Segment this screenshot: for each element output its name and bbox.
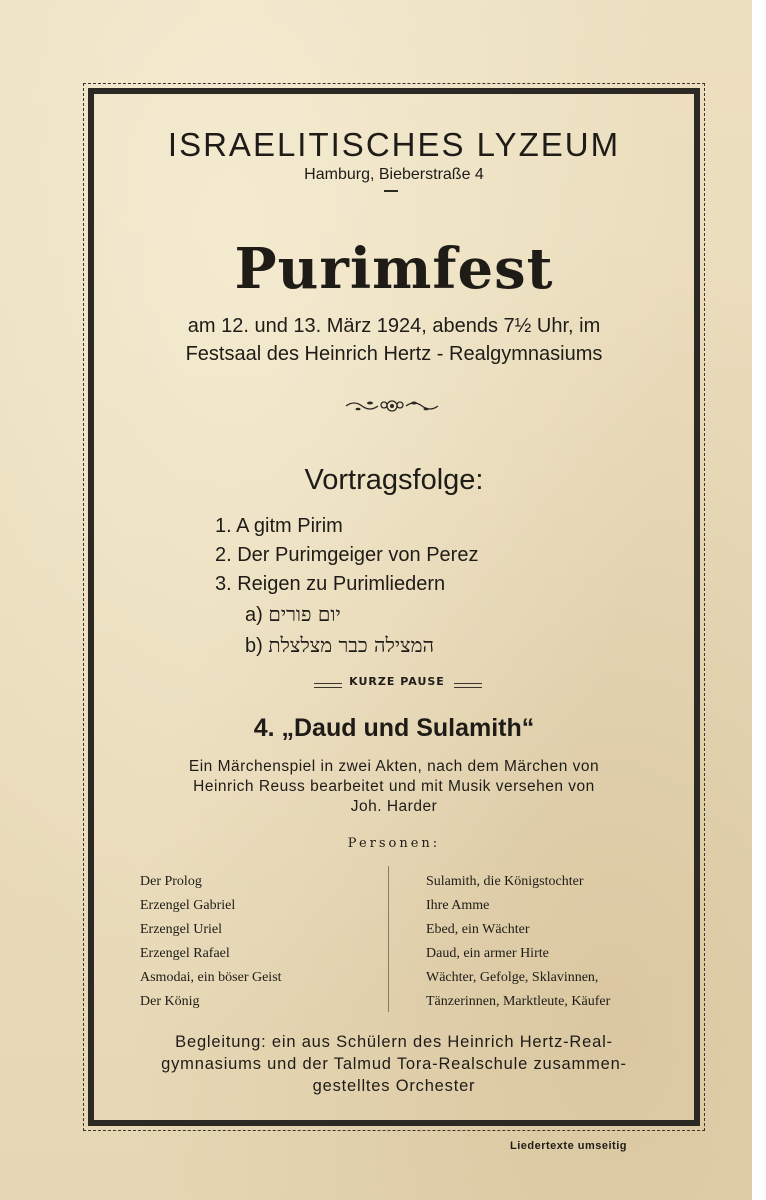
cast-role: Asmodai, ein böser Geist [140,970,282,985]
school-name: ISRAELITISCHES LYZEUM [167,126,621,163]
program-subitem-a [245,599,434,630]
event-dateline [88,312,700,368]
description-line-3: Joh. Harder [350,798,438,815]
cast-role: Der Prolog [140,874,202,889]
dateline-line-2: Festsaal des Heinrich Hertz - Realgymnasiums [185,343,603,365]
cast-role: Erzengel Uriel [140,922,223,937]
event-title: Purimfest [234,236,554,302]
description-line-1: Ein Märchenspiel in zwei Akten, nach dem Märchen von [188,758,600,775]
program-item-1: 1. A gitm Pirim [215,515,343,537]
cast-list-left [140,870,282,1014]
program-item-3: 3. Reigen zu Purimliedern [215,573,446,595]
accompaniment-line-3: gestelltes Orchester [312,1077,476,1095]
program-list [215,512,478,599]
cast-role: Erzengel Gabriel [140,898,236,913]
accompaniment-line-1: Begleitung: ein aus Schülern des Heinrich Hertz-Real- [175,1033,613,1051]
intermission-label: KURZE PAUSE [349,675,445,688]
program-item-4: 4. „Daud und Sulamith“ [253,714,535,742]
subitem-a-marker: a) [245,604,263,626]
pause-rule-right [454,683,482,688]
program-heading: Vortragsfolge: [304,464,484,496]
cast-role: Tänzerinnen, Marktleute, Käufer [426,994,611,1009]
floral-ornament-icon [344,396,440,416]
cast-role: Ebed, ein Wächter [426,922,530,937]
subitem-a-hebrew: יום פורים [268,602,341,626]
cast-role: Wächter, Gefolge, Sklavinnen, [426,970,599,985]
accompaniment-note [88,1031,700,1097]
play-description [88,757,700,817]
school-address: Hamburg, Bieberstraße 4 [304,166,484,183]
accompaniment-line-2: gymnasiums und der Talmud Tora-Realschule zusammen- [161,1055,627,1073]
program-subitems [245,599,434,661]
cast-role: Erzengel Rafael [140,946,230,961]
program-item-2: 2. Der Purimgeiger von Perez [215,544,479,566]
cast-role: Der König [140,994,200,1009]
paper-edge [752,0,766,1200]
cast-list-right [426,870,610,1014]
address-divider [384,190,398,192]
dateline-line-1: am 12. und 13. März 1924, abends 7½ Uhr, im [187,315,601,337]
cast-column-divider [388,866,389,1012]
footer-note: Liedertexte umseitig [510,1140,627,1152]
program-subitem-b [245,630,434,661]
cast-heading: Personen: [347,836,441,851]
cast-role: Ihre Amme [426,898,490,913]
subitem-b-hebrew: המצילה כבר מצלצלת [268,633,434,657]
subitem-b-marker: b) [245,635,263,657]
cast-role: Sulamith, die Königstochter [426,874,584,889]
description-line-2: Heinrich Reuss bearbeitet und mit Musik versehen von [193,778,595,795]
cast-role: Daud, ein armer Hirte [426,946,549,961]
